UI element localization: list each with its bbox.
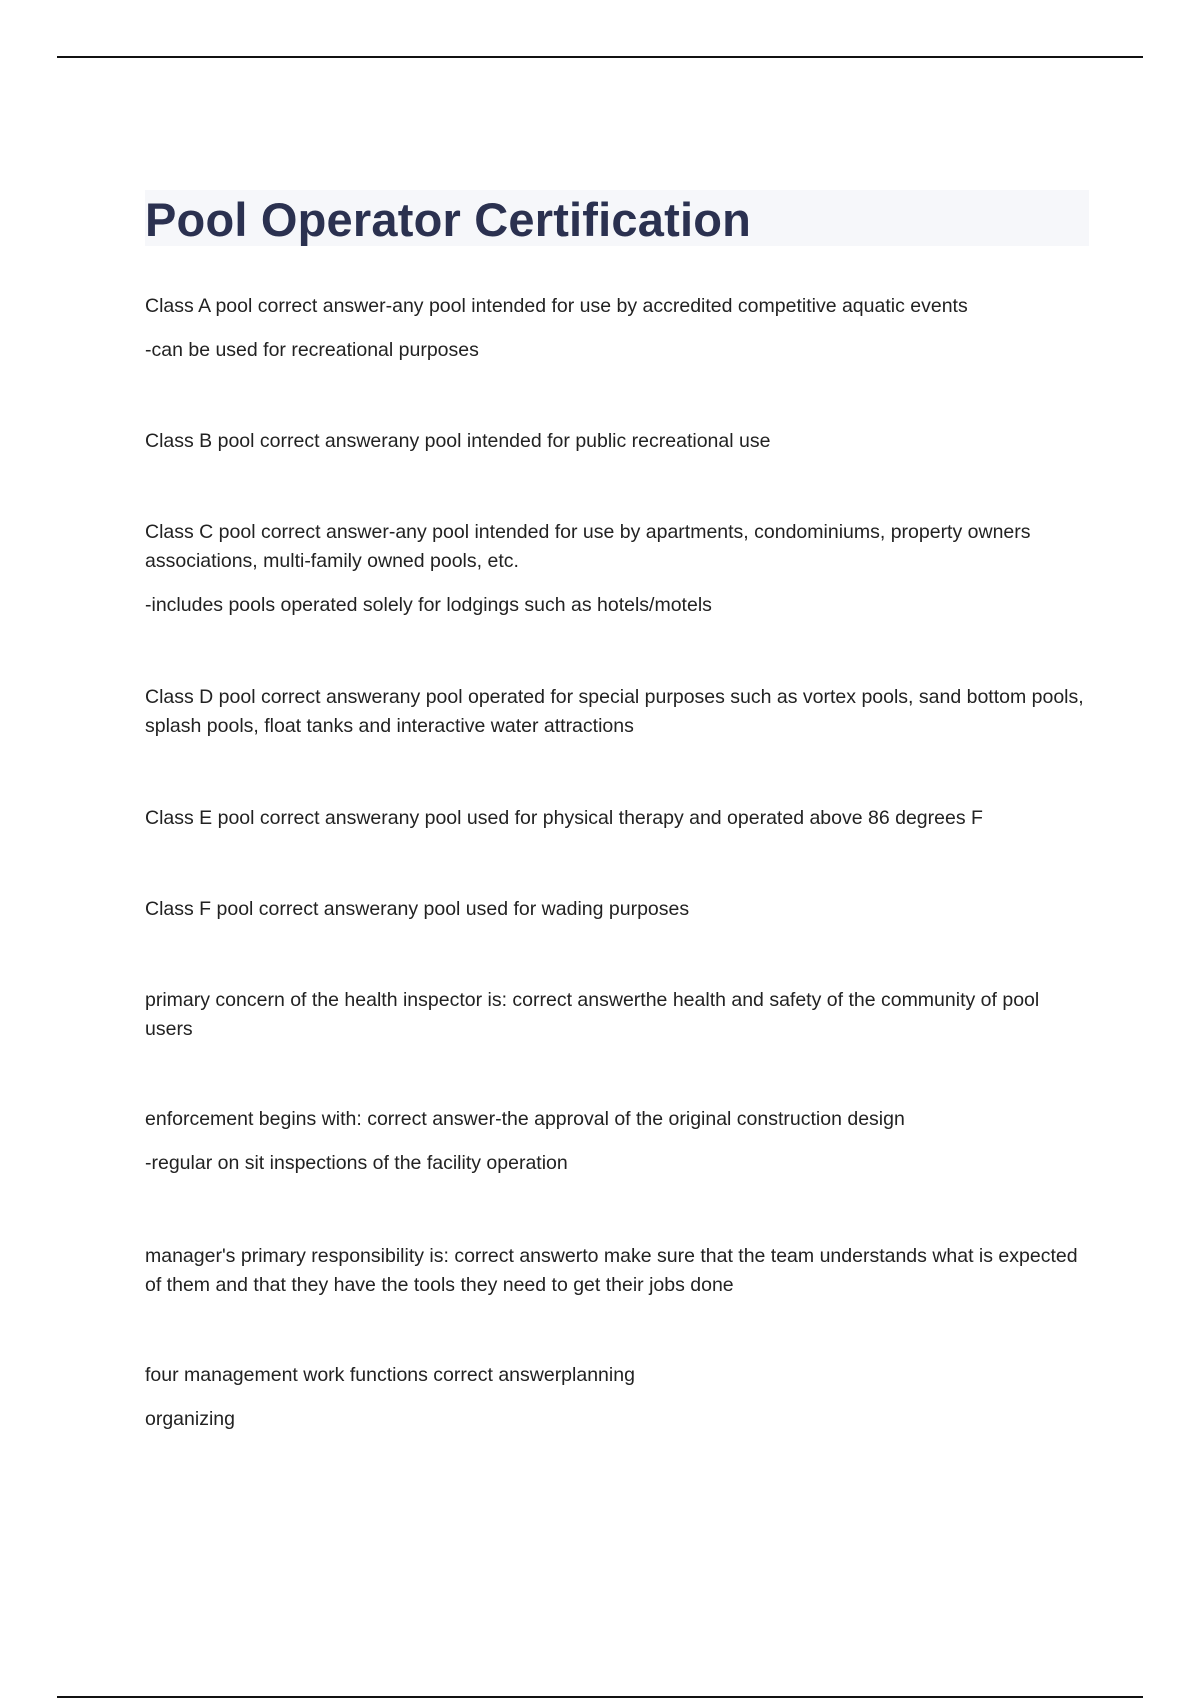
entry-line: primary concern of the health inspector is: correct answerthe health and safety of the community of pool users xyxy=(145,989,1040,1040)
document-title: Pool Operator Certification xyxy=(145,193,752,246)
bottom-rule xyxy=(57,1696,1143,1698)
qa-entry-class-d xyxy=(145,683,1090,741)
qa-entry-class-f xyxy=(145,895,1090,924)
entry-line: Class B pool correct answerany pool intended for public recreational use xyxy=(145,430,771,452)
entry-line: -regular on sit inspections of the facility operation xyxy=(145,1152,568,1174)
qa-entry-enforcement xyxy=(145,1105,1090,1178)
entry-line: -can be used for recreational purposes xyxy=(145,339,479,361)
entry-line: -includes pools operated solely for lodgings such as hotels/motels xyxy=(145,594,712,616)
qa-entry-class-e xyxy=(145,804,1090,833)
qa-entry-management-functions xyxy=(145,1361,1090,1434)
qa-entry-class-a xyxy=(145,292,1090,365)
qa-entry-class-c xyxy=(145,518,1090,620)
qa-entry-manager-responsibility xyxy=(145,1242,1090,1300)
qa-entry-class-b xyxy=(145,427,1090,456)
qa-entry-health-inspector xyxy=(145,986,1090,1044)
entry-line: Class C pool correct answer-any pool intended for use by apartments, condominiums, property owners associations, multi-family owned pools, etc. xyxy=(145,521,1031,572)
entry-line: four management work functions correct answerplanning xyxy=(145,1364,635,1386)
entry-line: enforcement begins with: correct answer-the approval of the original construction design xyxy=(145,1108,905,1130)
entry-line: Class F pool correct answerany pool used for wading purposes xyxy=(145,898,690,920)
entry-line: Class D pool correct answerany pool operated for special purposes such as vortex pools, sand bottom pools, splash pools, float tanks and interactive water attractions xyxy=(145,686,1084,737)
top-rule xyxy=(57,56,1143,58)
entry-line: organizing xyxy=(145,1408,235,1430)
entry-line: Class A pool correct answer-any pool intended for use by accredited competitive aquatic events xyxy=(145,295,968,317)
entry-line: manager's primary responsibility is: correct answerto make sure that the team understands what is expected of them and that they have the tools they need to get their jobs done xyxy=(145,1245,1078,1296)
entry-line: Class E pool correct answerany pool used for physical therapy and operated above 86 degrees F xyxy=(145,807,983,829)
